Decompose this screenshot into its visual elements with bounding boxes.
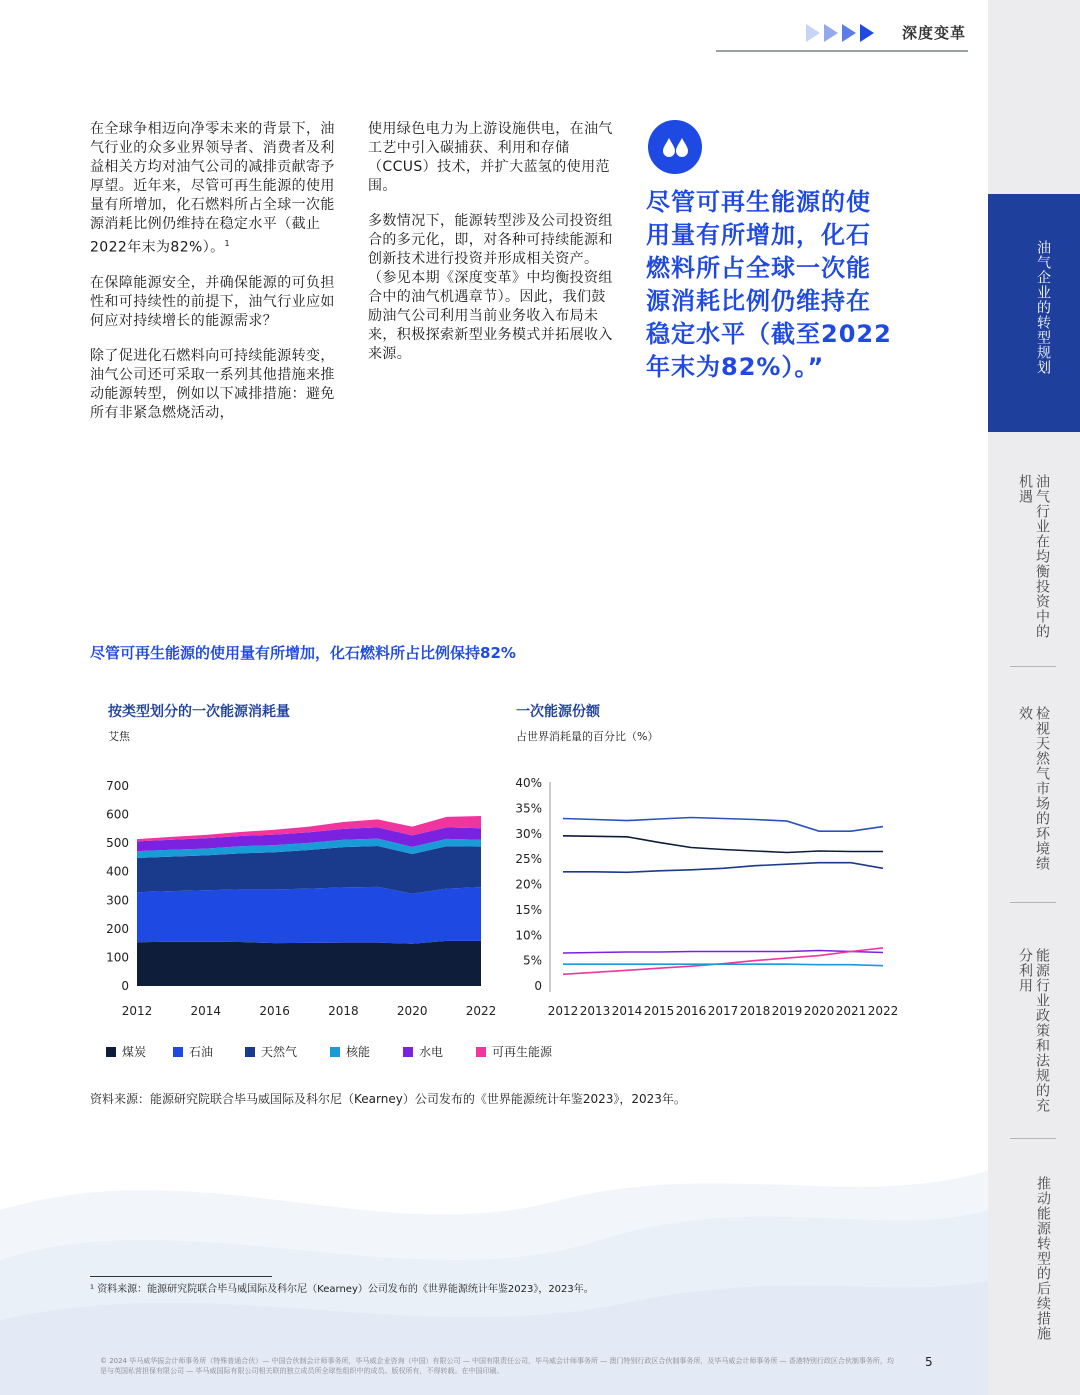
body-column-1: [90, 120, 342, 439]
y-tick-label: 25%: [515, 852, 542, 867]
droplet-icon: [648, 120, 702, 174]
y-tick-label: 600: [106, 807, 129, 822]
legend-label: 石油: [189, 1045, 214, 1059]
y-tick-label: 5%: [522, 953, 542, 968]
line-series-水电: [563, 951, 883, 954]
line-chart: [505, 770, 905, 1025]
y-tick-label: 20%: [515, 877, 542, 892]
line-series-天然气: [563, 863, 883, 873]
line-series-煤炭: [563, 836, 883, 853]
sidebar-item-transformation[interactable]: 油气企业的转型规划: [1035, 240, 1051, 375]
legend-swatch: [106, 1047, 116, 1057]
header-divider: [716, 50, 968, 52]
x-tick-label: 2019: [771, 1004, 803, 1018]
legal-text: © 2024 毕马威华振会计师事务所（特殊普通合伙）— 中国合伙制会计师事务所，毕马威企业咨询（中国）有限公司 — 中国有限责任公司，毕马威会计师事务所 — 澳门特别行政区合伙制事务所，及毕马威会计师事务所 — 香港特别行政区合伙制事务所，均是与英国私营担保有限公司 — 毕马威国际有限公司相关联的独立成员所全球性组织中的成员。版权所有，不得转载。在中国印刷。: [100, 1357, 894, 1375]
legend-label: 可再生能源: [492, 1045, 553, 1059]
footnote-divider: [90, 1276, 272, 1277]
area-series-石油: [137, 887, 481, 944]
legend-item-oil: [173, 1043, 213, 1060]
line-series-核能: [563, 964, 883, 966]
y-tick-label: 100: [106, 950, 129, 965]
section-title: 深度变革: [902, 24, 967, 42]
y-tick-label: 700: [106, 779, 129, 793]
x-tick-label: 2012: [547, 1004, 579, 1018]
area-series-煤炭: [137, 941, 481, 986]
legend-swatch: [476, 1047, 486, 1057]
figure-heading: 尽管可再生能源的使用量有所增加，化石燃料所占比例保持82%: [90, 644, 516, 662]
line-series-石油: [563, 818, 883, 832]
y-tick-label: 40%: [515, 776, 542, 790]
y-tick-label: 500: [106, 836, 129, 851]
legend-swatch: [173, 1047, 183, 1057]
x-tick-label: 2022: [867, 1004, 899, 1018]
chart2-unit: 占世界消耗量的百分比（%）: [516, 730, 659, 743]
paragraph: 多数情况下，能源转型涉及公司投资组合的多元化，即，对各种可持续能源和创新技术进行投资并形成相关资产。（参见本期《深度变革》中均衡投资组合中的油气机遇章节）。因此，我们鼓励油气公司利用当前业务收入布局未来，积极探索新型业务模式并拓展收入来源。: [368, 213, 613, 362]
y-tick-label: 200: [106, 921, 129, 936]
paragraph: 除了促进化石燃料向可持续能源转变，油气公司还可采取一系列其他措施来推动能源转型，例如以下减排措施：避免所有非紧急燃烧活动，: [90, 347, 335, 421]
y-tick-label: 0: [121, 979, 129, 993]
sidebar-item-gas-market[interactable]: 检视天然气市场的环境绩效: [1017, 706, 1050, 871]
footnote: ¹ 资料来源：能源研究院联合毕马威国际及科尔尼（Kearney）公司发布的《世界能源统计年鉴2023》，2023年。: [90, 1284, 594, 1295]
legend-label: 天然气: [261, 1045, 298, 1059]
legend-label: 水电: [419, 1045, 444, 1059]
figure-source: 资料来源：能源研究院联合毕马威国际及科尔尼（Kearney）公司发布的《世界能源统计年鉴2023》，2023年。: [90, 1092, 686, 1106]
footnote-mark: 1: [224, 239, 231, 248]
x-tick-label: 2015: [643, 1004, 675, 1018]
x-tick-label: 2018: [739, 1004, 771, 1018]
sidebar-divider: [1010, 1138, 1056, 1139]
y-tick-label: 30%: [515, 826, 542, 841]
y-tick-label: 10%: [515, 928, 542, 943]
legend-label: 核能: [346, 1045, 371, 1059]
x-tick-label: 2020: [396, 1004, 428, 1018]
wave-decoration: [0, 1090, 990, 1395]
y-tick-label: 300: [106, 893, 129, 908]
paragraph: 在全球争相迈向净零未来的背景下，油气行业的众多业界领导者、消费者及利益相关方均对油气公司的减排贡献寄予厚望。近年来，尽管可再生能源的使用量有所增加，化石燃料所占全球一次能源消耗比例仍维持在稳定水平（截止2022年末为82%）。: [90, 121, 335, 256]
sidebar-item-next-steps[interactable]: 推动能源转型的后续措施: [1035, 1176, 1051, 1341]
x-tick-label: 2016: [675, 1004, 707, 1018]
legend-swatch: [245, 1047, 255, 1057]
y-tick-label: 15%: [515, 902, 542, 917]
legend-item-renewables: [476, 1043, 552, 1060]
arrows-icon: [806, 22, 880, 44]
sidebar-item-investment[interactable]: 油气行业在均衡投资中的机遇: [1017, 474, 1050, 639]
area-chart: [90, 770, 500, 1025]
paragraph: 使用绿色电力为上游设施供电，在油气工艺中引入碳捕获、利用和存储（CCUS）技术，并扩大蓝氢的使用范围。: [368, 121, 613, 194]
sidebar-divider: [1010, 902, 1056, 903]
paragraph: 在保障能源安全，并确保能源的可负担性和可持续性的前提下，油气行业应如何应对持续增长的能源需求？: [90, 274, 335, 329]
legend-item-gas: [245, 1043, 297, 1060]
x-tick-label: 2013: [579, 1004, 611, 1018]
legend-swatch: [330, 1047, 340, 1057]
pull-quote: 尽管可再生能源的使用量有所增加，化石燃料所占全球一次能源消耗比例仍维持在稳定水平（截至2022年末为82%）。”: [646, 188, 892, 381]
x-tick-label: 2020: [803, 1004, 835, 1018]
legend-swatch: [403, 1047, 413, 1057]
x-tick-label: 2022: [465, 1004, 497, 1018]
y-tick-label: 400: [106, 864, 129, 879]
x-tick-label: 2014: [190, 1004, 222, 1018]
legend-item-hydro: [403, 1043, 443, 1060]
legend-item-nuclear: [330, 1043, 370, 1060]
sidebar-item-policy[interactable]: 能源行业政策和法规的充分利用: [1017, 948, 1050, 1113]
page-number: 5: [925, 1355, 933, 1369]
chart2-title: 一次能源份额: [516, 704, 600, 720]
x-tick-label: 2018: [328, 1004, 359, 1018]
legend-label: 煤炭: [122, 1045, 147, 1059]
x-tick-label: 2014: [611, 1004, 643, 1018]
x-tick-label: 2017: [707, 1004, 739, 1018]
sidebar-divider: [1010, 666, 1056, 667]
body-column-2: [368, 120, 620, 380]
x-tick-label: 2021: [835, 1004, 867, 1018]
legend-item-coal: [106, 1043, 146, 1060]
y-tick-label: 35%: [515, 801, 542, 816]
chart1-unit: 艾焦: [108, 730, 130, 743]
y-tick-label: 0: [534, 979, 542, 993]
x-tick-label: 2016: [259, 1004, 290, 1018]
chart1-title: 按类型划分的一次能源消耗量: [108, 704, 290, 720]
x-tick-label: 2012: [121, 1004, 153, 1018]
